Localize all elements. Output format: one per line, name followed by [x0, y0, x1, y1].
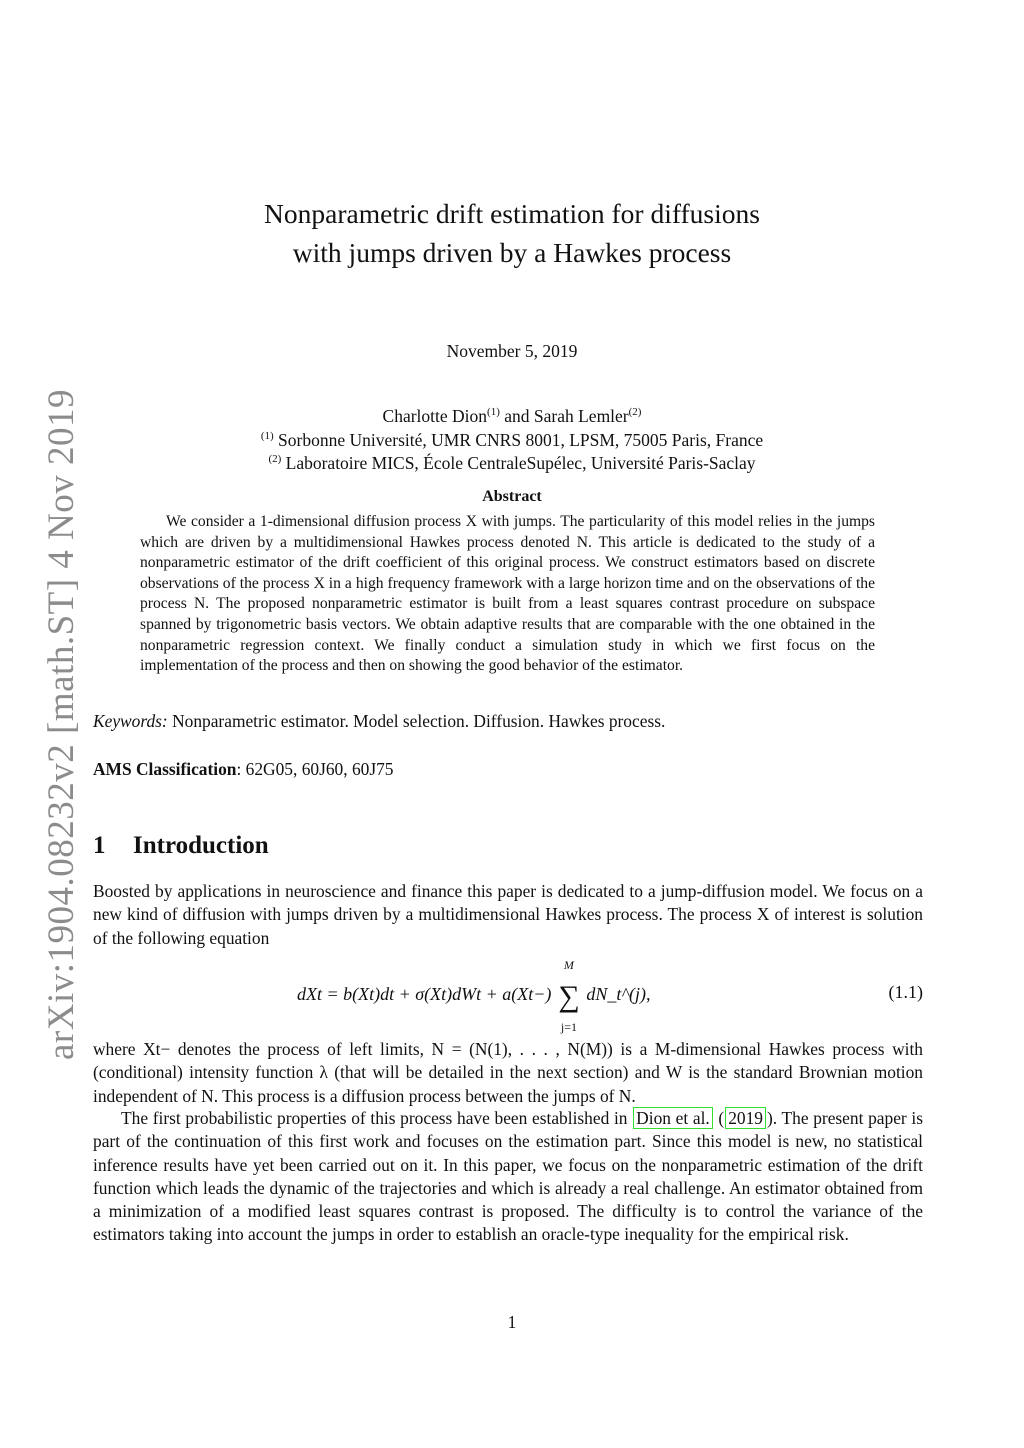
affiliation-2	[0, 453, 1024, 474]
sum-upper-limit: M	[563, 958, 574, 972]
section-number: 1	[93, 832, 106, 859]
equation-lhs: dXt = b(Xt)dt + σ(Xt)dWt + a(Xt−)	[297, 984, 552, 1004]
abstract	[140, 512, 875, 677]
author-1-mark: (1)	[487, 406, 500, 418]
intro-paragraph-1	[93, 880, 923, 950]
intro-p2-text: where Xt− denotes the process of left limits, N = (N(1), . . . , N(M)) is a M-dimensional Hawkes process with (conditional) intensity function λ (that will be detailed in the next section) and W is the standard Brownian motion independent of N. This process is a diffusion process between the jumps of N.	[93, 1039, 923, 1106]
keywords-text: Nonparametric estimator. Model selection. Diffusion. Hawkes process.	[167, 711, 666, 731]
paper-title-line-2: with jumps driven by a Hawkes process	[292, 237, 732, 268]
equation-rhs: dN_t^(j),	[586, 984, 651, 1004]
sum-lower-limit: j=1	[560, 1020, 577, 1034]
intro-paragraph-3: The first probabilistic properties of this process have been established in Dion et al. ( 2019 ). The present paper is part of the continuation of this first work and focuses on the estimation part. Since this model is new, no statistical inference results have yet been carried out on it. In this paper, we focus on the nonparametric estimation of the drift function which leads the dynamic of the trajectories and which is already a real challenge. An estimator obtained from a minimization of a modified least squares contrast is proposed. The difficulty is to control the variance of the estimators taking into account the jumps in order to establish an oracle-type inequality for the empirical risk.	[93, 1108, 923, 1245]
paper-date: November 5, 2019	[446, 341, 578, 361]
equation-number: (1.1)	[888, 982, 923, 1002]
arxiv-identifier: arXiv:1904.08232v2 [math.ST] 4 Nov 2019	[41, 388, 82, 1060]
ams-codes: : 62G05, 60J60, 60J75	[236, 759, 394, 779]
affiliation-2-mark: (2)	[268, 453, 282, 465]
keywords-label: Keywords:	[93, 711, 168, 731]
ams-classification	[93, 758, 923, 781]
section-heading	[93, 832, 269, 860]
citation-dion-authors[interactable]: Dion et al.	[633, 1107, 713, 1129]
page-number: 1	[507, 1312, 517, 1332]
summation: ∑ M j=1	[556, 980, 582, 1014]
equation-body	[297, 958, 651, 1034]
intro-p1-text: Boosted by applications in neuroscience and finance this paper is dedicated to a jump-diffusion model. We focus on a new kind of diffusion with jumps driven by a multidimensional Hawkes process. The process X of interest is solution of the following equation	[93, 881, 923, 948]
author-1: Charlotte Dion	[382, 406, 488, 426]
affiliation-1	[0, 430, 1024, 451]
intro-p3-before: The first probabilistic properties of this process have been established in	[121, 1108, 628, 1128]
abstract-text: We consider a 1-dimensional diffusion process X with jumps. The particularity of this model relies in the jumps which are driven by a multidimensional Hawkes process denoted N. This article is dedicated to the study of a nonparametric estimator of the drift coefficient of this original process. We construct estimators based on discrete observations of the process X in a high frequency framework with a large horizon time and on the observations of the process N. The proposed nonparametric estimator is built from a least squares contrast procedure on subspace spanned by trigonometric basis vectors. We obtain adaptive results that are comparable with the one obtained in the nonparametric regression context. We finally conduct a simulation study in which we first focus on the implementation of the process and then on showing the good behavior of the estimator.	[140, 513, 875, 675]
intro-paragraph-2	[93, 1038, 923, 1108]
affiliation-2-text: Laboratoire MICS, École CentraleSupélec, Université Paris-Saclay	[281, 453, 756, 473]
affiliation-1-mark: (1)	[260, 430, 274, 442]
keywords	[93, 710, 923, 733]
ams-label: AMS Classification	[93, 759, 237, 779]
author-2-mark: (2)	[628, 406, 642, 418]
equation-1-1	[0, 958, 1024, 1034]
author-conjunction: and	[499, 406, 534, 426]
abstract-heading: Abstract	[482, 488, 542, 505]
author-2: Sarah Lemler	[533, 406, 629, 426]
intro-p3-after: . The present paper is part of the continuation of this first work and focuses on the estimation part. Since this model is new, no statistical inference results have yet been carried out on it. In this paper, we focus on the nonparametric estimation of the drift function which leads the dynamic of the trajectories and which is already a real challenge. An estimator obtained from a minimization of a modified least squares contrast is proposed. The difficulty is to control the variance of the estimators taking into account the jumps in order to establish an oracle-type inequality for the empirical risk.	[93, 1108, 923, 1245]
affiliation-1-text: Sorbonne Université, UMR CNRS 8001, LPSM, 75005 Paris, France	[273, 430, 764, 450]
paper-title-line-1: Nonparametric drift estimation for diffusions	[264, 198, 760, 229]
section-title: Introduction	[133, 832, 269, 859]
author-line	[0, 406, 1024, 427]
citation-dion-year[interactable]: 2019	[725, 1107, 766, 1129]
